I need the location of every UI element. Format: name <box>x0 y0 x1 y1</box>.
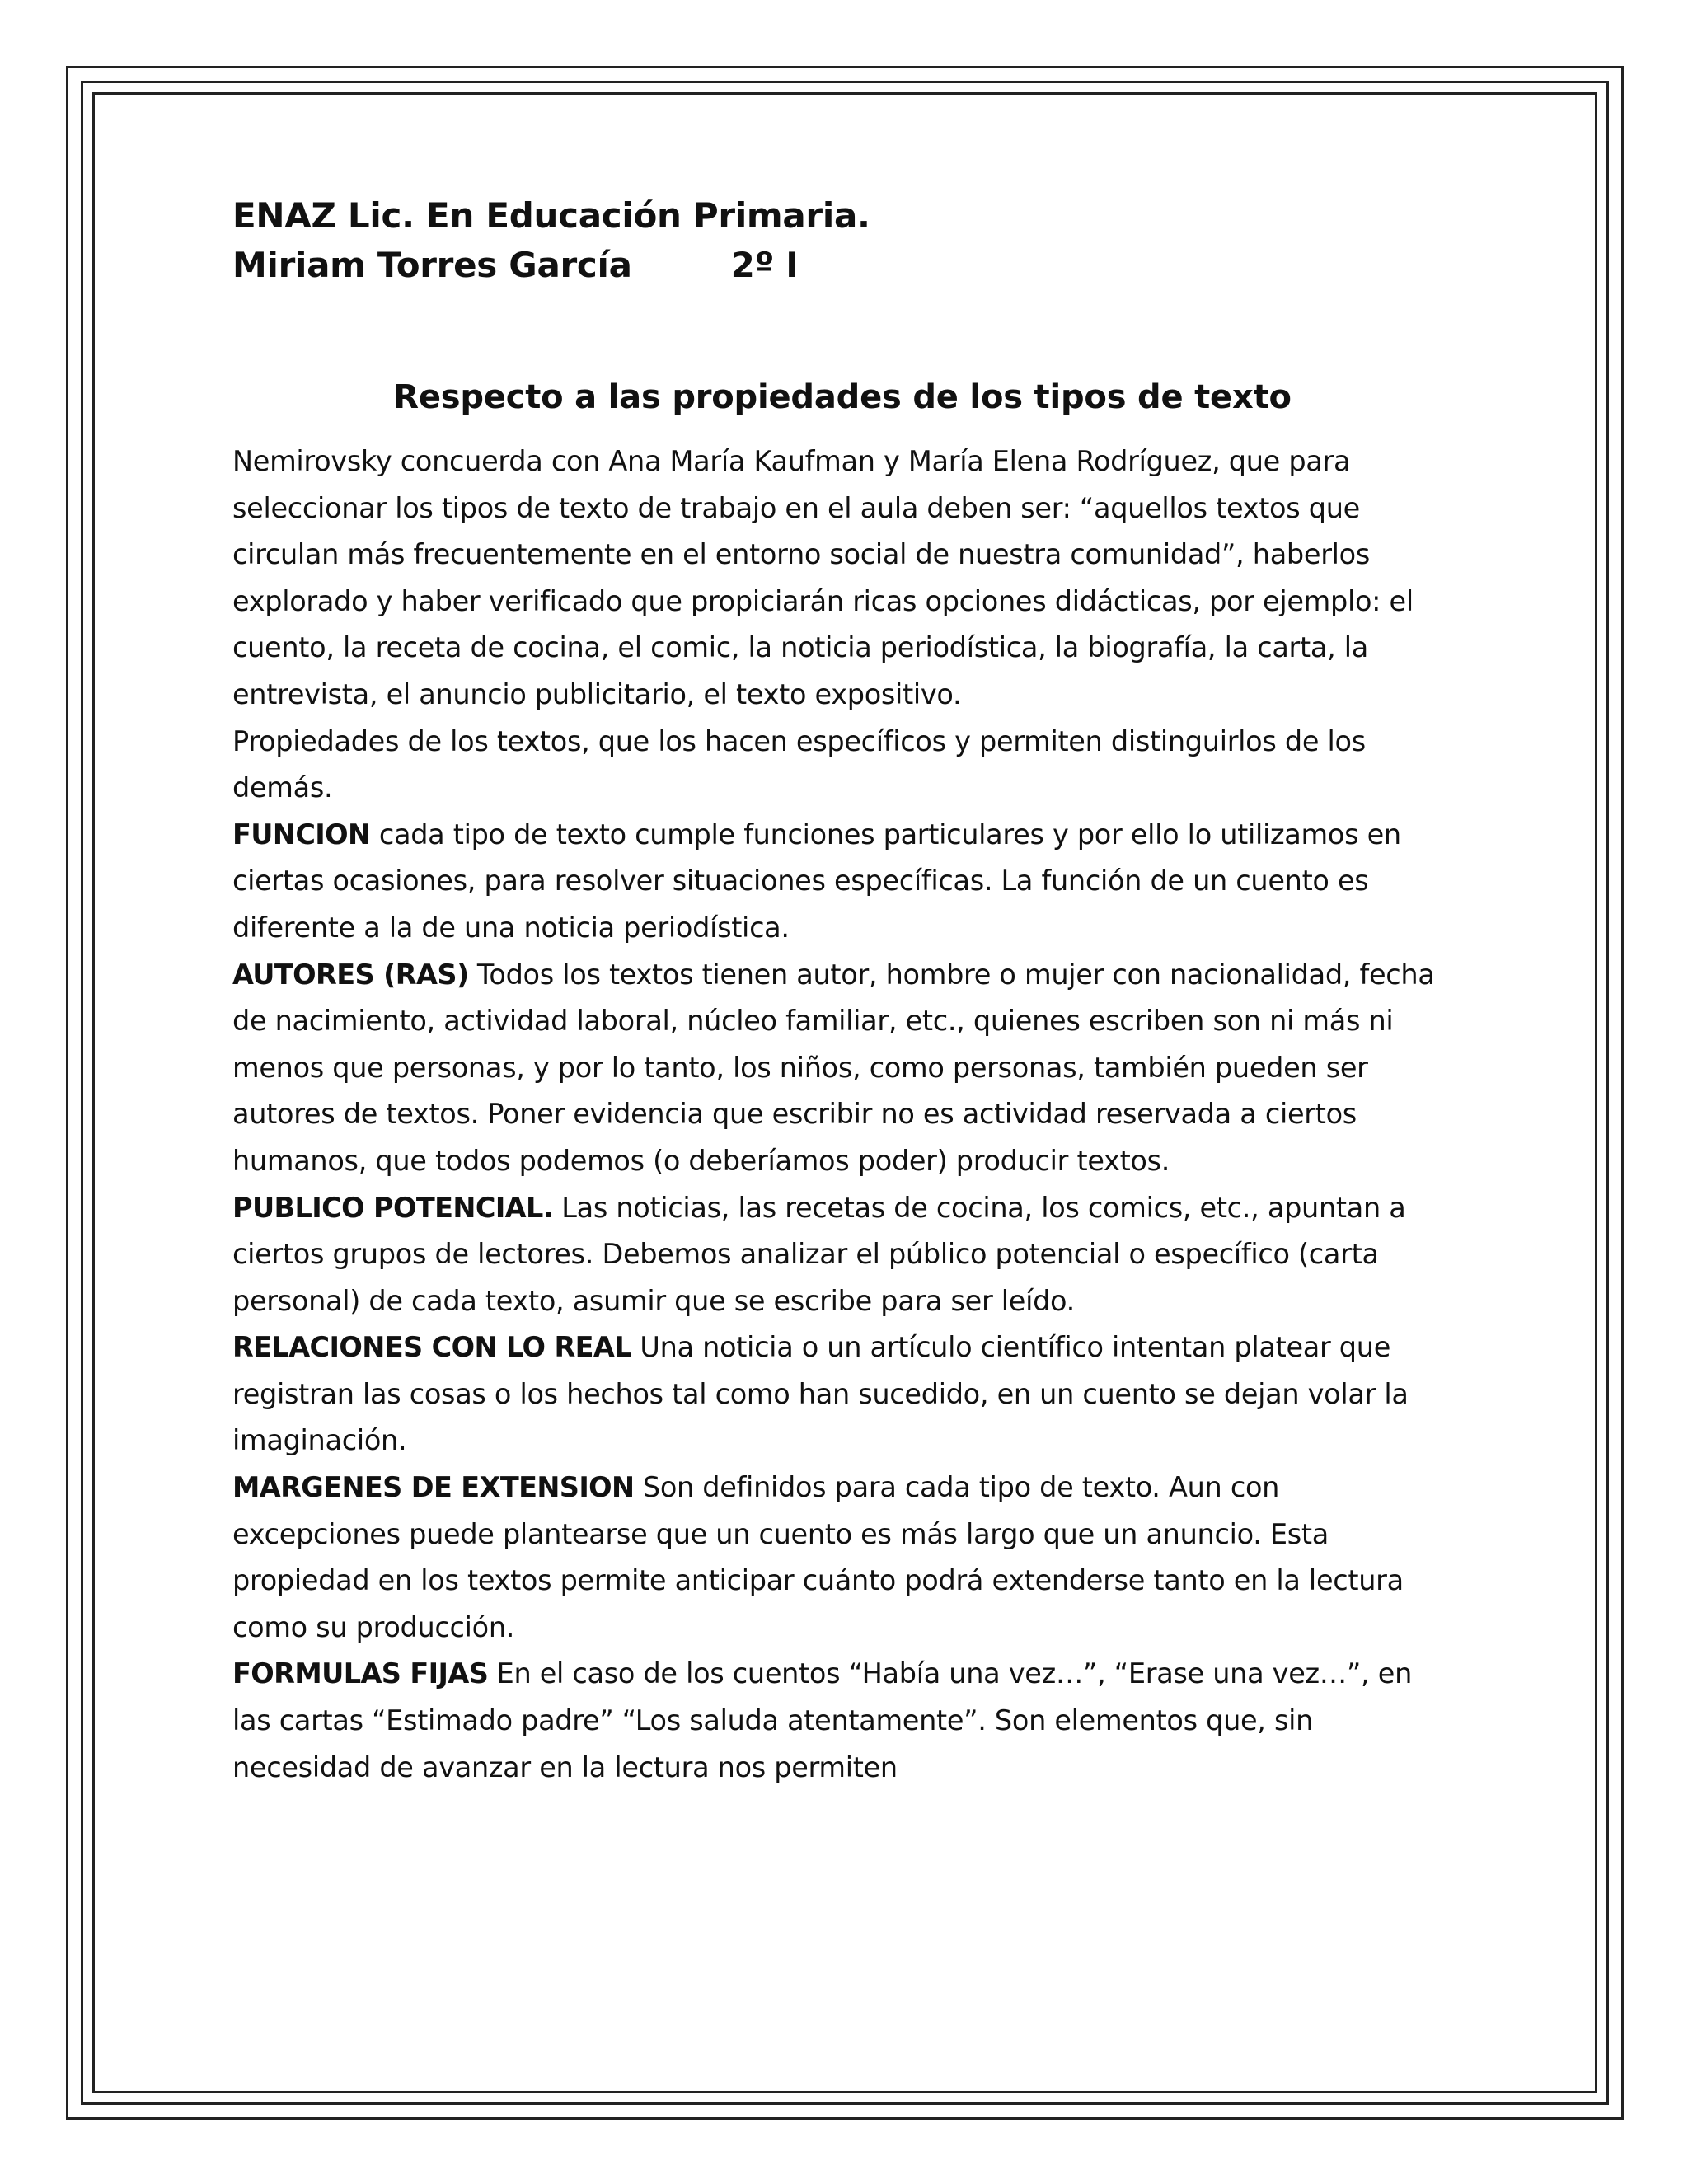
property-label: MARGENES DE EXTENSION <box>232 1471 635 1504</box>
property-paragraph-autores <box>232 952 1452 1185</box>
property-text: cada tipo de texto cumple funciones particulares y por ello lo utilizamos en ciertas ocasiones, para resolver situaciones específicas. La función de un cuento es diferente a la de una noticia periodística. <box>232 818 1401 944</box>
property-text: Las noticias, las recetas de cocina, los comics, etc., apuntan a ciertos grupos de lectores. Debemos analizar el público potencial o específico (carta personal) de cada texto, asumir que se escribe para ser leído. <box>232 1191 1406 1317</box>
document-title: Respecto a las propiedades de los tipos de texto <box>393 378 1292 416</box>
document-content <box>232 191 1452 1791</box>
property-text: Son definidos para cada tipo de texto. Aun con excepciones puede plantearse que un cuento es más largo que un anuncio. Esta propiedad en los textos permite anticipar cuánto podrá extenderse tanto en la lectura como su producción. <box>232 1471 1404 1643</box>
property-label: AUTORES (RAS) <box>232 958 469 991</box>
property-label: PUBLICO POTENCIAL. <box>232 1191 553 1224</box>
property-label: FORMULAS FIJAS <box>232 1657 489 1690</box>
student-line <box>232 241 1452 290</box>
property-paragraph-publico <box>232 1185 1452 1325</box>
property-label: RELACIONES CON LO REAL <box>232 1331 632 1364</box>
property-paragraph-relaciones <box>232 1324 1452 1465</box>
intro-paragraph: Nemirovsky concuerda con Ana María Kaufman y María Elena Rodríguez, que para seleccionar los tipos de texto de trabajo en el aula deben ser: “aquellos textos que circulan más frecuentemente en el entorno social de nuestra comunidad”, haberlos explorado y haber verificado que propiciarán ricas opciones didácticas, por ejemplo: el cuento, la receta de cocina, el comic, la noticia periodística, la biografía, la carta, la entrevista, el anuncio publicitario, el texto expositivo. <box>232 445 1414 710</box>
document-body <box>232 438 1452 1791</box>
property-label: FUNCION <box>232 818 371 851</box>
student-name: Miriam Torres García <box>232 245 632 285</box>
institution-line <box>232 191 1452 241</box>
property-text: Todos los textos tienen autor, hombre o mujer con nacionalidad, fecha de nacimiento, actividad laboral, núcleo familiar, etc., quienes escriben son ni más ni menos que personas, y por lo tanto, los niños, como personas, también pueden ser autores de textos. Poner evidencia que escribir no es actividad reservada a ciertos humanos, que todos podemos (o deberíamos poder) producir textos. <box>232 958 1435 1177</box>
student-group: 2º I <box>730 245 799 285</box>
property-paragraph-formulas <box>232 1651 1452 1791</box>
property-paragraph-margenes <box>232 1465 1452 1651</box>
property-text: En el caso de los cuentos “Había una vez…”, “Erase una vez…”, en las cartas “Estimado padre” “Los saluda atentamente”. Son elementos que, sin necesidad de avanzar en la lectura nos permiten <box>232 1657 1412 1783</box>
property-paragraph-funcion <box>232 812 1452 952</box>
properties-intro-paragraph: Propiedades de los textos, que los hacen específicos y permiten distinguirlos de los demás. <box>232 724 1366 804</box>
property-text: Una noticia o un artículo científico intentan platear que registran las cosas o los hechos tal como han sucedido, en un cuento se dejan volar la imaginación. <box>232 1331 1409 1457</box>
institution-name: ENAZ Lic. En Educación Primaria. <box>232 195 870 236</box>
